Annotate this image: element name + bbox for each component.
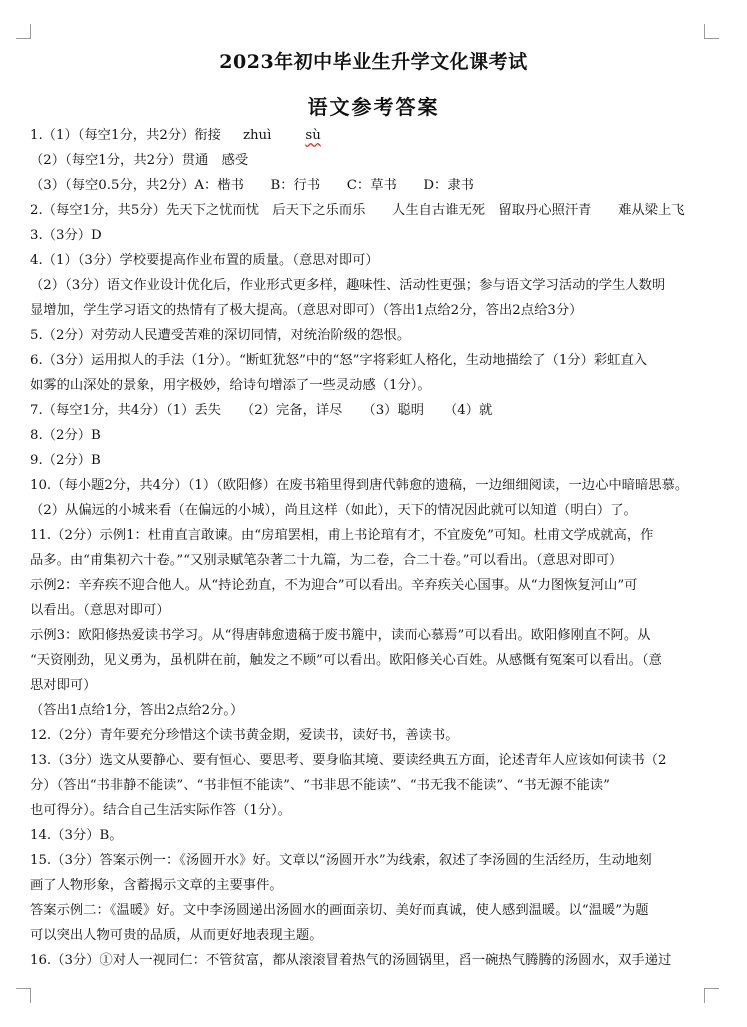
pinyin-answer: zhuì [242, 128, 272, 143]
answer-line [30, 123, 720, 148]
answer-line: 3.（3分）D [30, 228, 102, 243]
answer-line: 11.（2分）示例1：杜甫直言敢谏。由“房琯罢相，甫上书论琯有才，不宜废免”可知。杜甫文学成就高，作 [30, 528, 654, 543]
answer-line: （答出1点给1分，答出2点给2分。） [30, 703, 244, 718]
answer-line: （2）（3分）语文作业设计优化后，作业形式更多样，趣味性、活动性更强；参与语文学习活动的学生人数明 [30, 278, 666, 293]
answer-line: 2.（每空1分，共5分）先天下之忧而忧 后天下之乐而乐 人生自古谁无死 留取丹心照汗青 难从梁上飞 [30, 203, 685, 218]
exam-title: 2023年初中毕业生升学文化课考试 [219, 51, 528, 73]
answer-line: 13.（3分）选文从要静心、要有恒心、要思考、要身临其境、要读经典五方面，论述青年人应该如何读书（2 [30, 753, 667, 768]
crop-mark-top-left [16, 24, 31, 39]
crop-mark-bottom-left [16, 988, 31, 1003]
answer-body [30, 123, 720, 973]
answer-line: 示例2：辛弃疾不迎合他人。从“持论劲直，不为迎合”可以看出。辛弃疾关心国事。从“力图恢复河山”可 [30, 578, 638, 593]
answer-line: 14.（3分）B。 [30, 828, 123, 843]
answer-line: 16.（3分）①对人一视同仁：不管贫富，都从滚滚冒着热气的汤圆锅里，舀一碗热气腾腾的汤圆水，双手递过 [30, 953, 672, 968]
answer-line: 示例3：欧阳修热爱读书学习。从“得唐韩愈遗稿于废书簏中，读而心慕焉”可以看出。欧阳修刚直不阿。从 [30, 628, 651, 643]
answer-line: 7.（每空1分，共4分）（1）丢失 （2）完备，详尽 （3）聪明 （4）就 [30, 403, 493, 418]
answer-line: 15.（3分）答案示例一：《汤圆开水》好。文章以“汤圆开水”为线索，叙述了李汤圆的生活经历，生动地刻 [30, 853, 652, 868]
answer-line: 以看出。（意思对即可） [30, 603, 170, 618]
crop-mark-bottom-right [704, 988, 719, 1003]
answer-line: （2）从偏远的小城来看（在偏远的小城），尚且这样（如此），天下的情况因此就可以知道（明白）了。 [30, 503, 637, 518]
answer-line: 答案示例二：《温暖》好。文中李汤圆递出汤圆水的画面亲切、美好而真诚，使人感到温暖。以“温暖”为题 [30, 903, 649, 918]
answer-line: 可以突出人物可贵的品质，从而更好地表现主题。 [30, 928, 323, 943]
pinyin-answer: sù [305, 128, 321, 143]
answer-line: 12.（2分）青年要充分珍惜这个读书黄金期，爱读书，读好书，善读书。 [30, 728, 459, 743]
answer-line: “天资刚劲，见义勇为，虽机阱在前，触发之不顾”可以看出。欧阳修关心百姓。从感慨有冤案可以看出。（意 [30, 653, 662, 668]
answer-line: 6.（3分）运用拟人的手法（1分）。“断虹犹怒”中的“怒”字将彩虹人格化，生动地描绘了（1分）彩虹直入 [30, 353, 648, 368]
answer-line: 也可得分）。结合自己生活实际作答（1分）。 [30, 803, 292, 818]
answer-line: 8.（2分）B [30, 428, 101, 443]
answer-text: 1.（1）（每空1分，共2分）衔接 [30, 128, 221, 143]
answer-line: 品多。由“甫集初六十卷。”“又别录赋笔杂著二十九篇，为二卷，合二十卷。”可以看出。（意思对即可） [30, 553, 623, 568]
answer-line: （2）（每空1分，共2分）贯通 感受 [30, 153, 249, 168]
answer-line: 显增加，学生学习语文的热情有了极大提高。（意思对即可）（答出1点给2分，答出2点给3分） [30, 303, 583, 318]
crop-mark-top-right [704, 24, 719, 39]
answer-line: 4.（1）（3分）学校要提高作业布置的质量。（意思对即可） [30, 253, 379, 268]
answer-line: 9.（2分）B [30, 453, 101, 468]
answer-line: 画了人物形象，含蓄揭示文章的主要事件。 [30, 878, 283, 893]
answer-line: 10.（每小题2分，共4分）（1）（欧阳修）在废书箱里得到唐代韩愈的遗稿，一边细细阅读，一边心中暗暗思慕。 [30, 478, 689, 493]
answer-line: 如雾的山深处的景象，用字极妙，给诗句增添了一些灵动感（1分）。 [30, 378, 431, 393]
answer-line: 分）（答出“书非静不能读”、“书非恒不能读”、“书非思不能读”、“书无我不能读”、“书无源不能读” [30, 778, 610, 793]
answer-line: （3）（每空0.5分，共2分）A：楷书 B：行书 C：草书 D：隶书 [30, 178, 474, 193]
answer-line: 5.（2分）对劳动人民遭受苦难的深切同情，对统治阶级的怨恨。 [30, 328, 411, 343]
answer-key-subtitle: 语文参考答案 [307, 95, 440, 119]
answer-line: 思对即可） [30, 678, 97, 693]
